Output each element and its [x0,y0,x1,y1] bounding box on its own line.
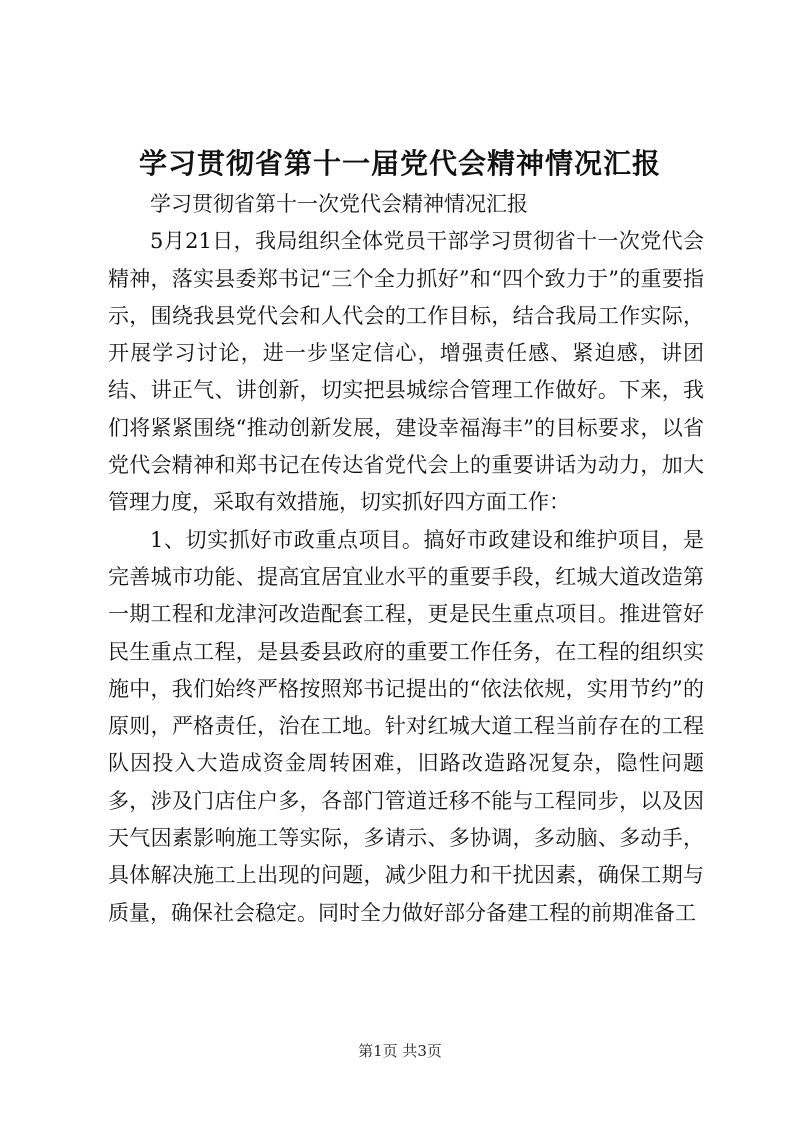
document-body [108,186,704,932]
subtitle-paragraph: 学习贯彻省第十一次党代会精神情况汇报 [150,192,528,216]
document-title: 学习贯彻省第十一届党代会精神情况汇报 [138,147,661,180]
page-number-footer: 第1页 共3页 [358,1042,442,1060]
intro-paragraph: 5月21日，我局组织全体党员干部学习贯彻省十一次党代会精神，落实县委郑书记“三个全力抓好”和“四个致力于”的重要指示，围绕我县党代会和人代会的工作目标，结合我局工作实际，开展学习讨论，进一步坚定信心，增强责任感、紧迫感，讲团结、讲正气、讲创新，切实把县城综合管理工作做好。下来，我们将紧紧围绕“推动创新发展，建设幸福海丰”的目标要求，以省党代会精神和郑书记在传达省党代会上的重要讲话为动力，加大管理力度，采取有效措施，切实抓好四方面工作： [108,229,704,515]
item-1-paragraph: 1、切实抓好市政重点项目。搞好市政建设和维护项目，是完善城市功能、提高宜居宜业水平的重要手段，红城大道改造第一期工程和龙津河改造配套工程，更是民生重点项目。推进管好民生重点工程，是县委县政府的重要工作任务，在工程的组织实施中，我们始终严格按照郑书记提出的“依法依规，实用节约”的原则，严格责任，治在工地。针对红城大道工程当前存在的工程队因投入大造成资金周转困难，旧路改造路况复杂，隐性问题多，涉及门店住户多，各部门管道迁移不能与工程同步，以及因天气因素影响施工等实际，多请示、多协调，多动脑、多动手，具体解决施工上出现的问题，减少阻力和干扰因素，确保工期与质量，确保社会稳定。同时全力做好部分备建工程的前期准备工 [108,527,704,925]
